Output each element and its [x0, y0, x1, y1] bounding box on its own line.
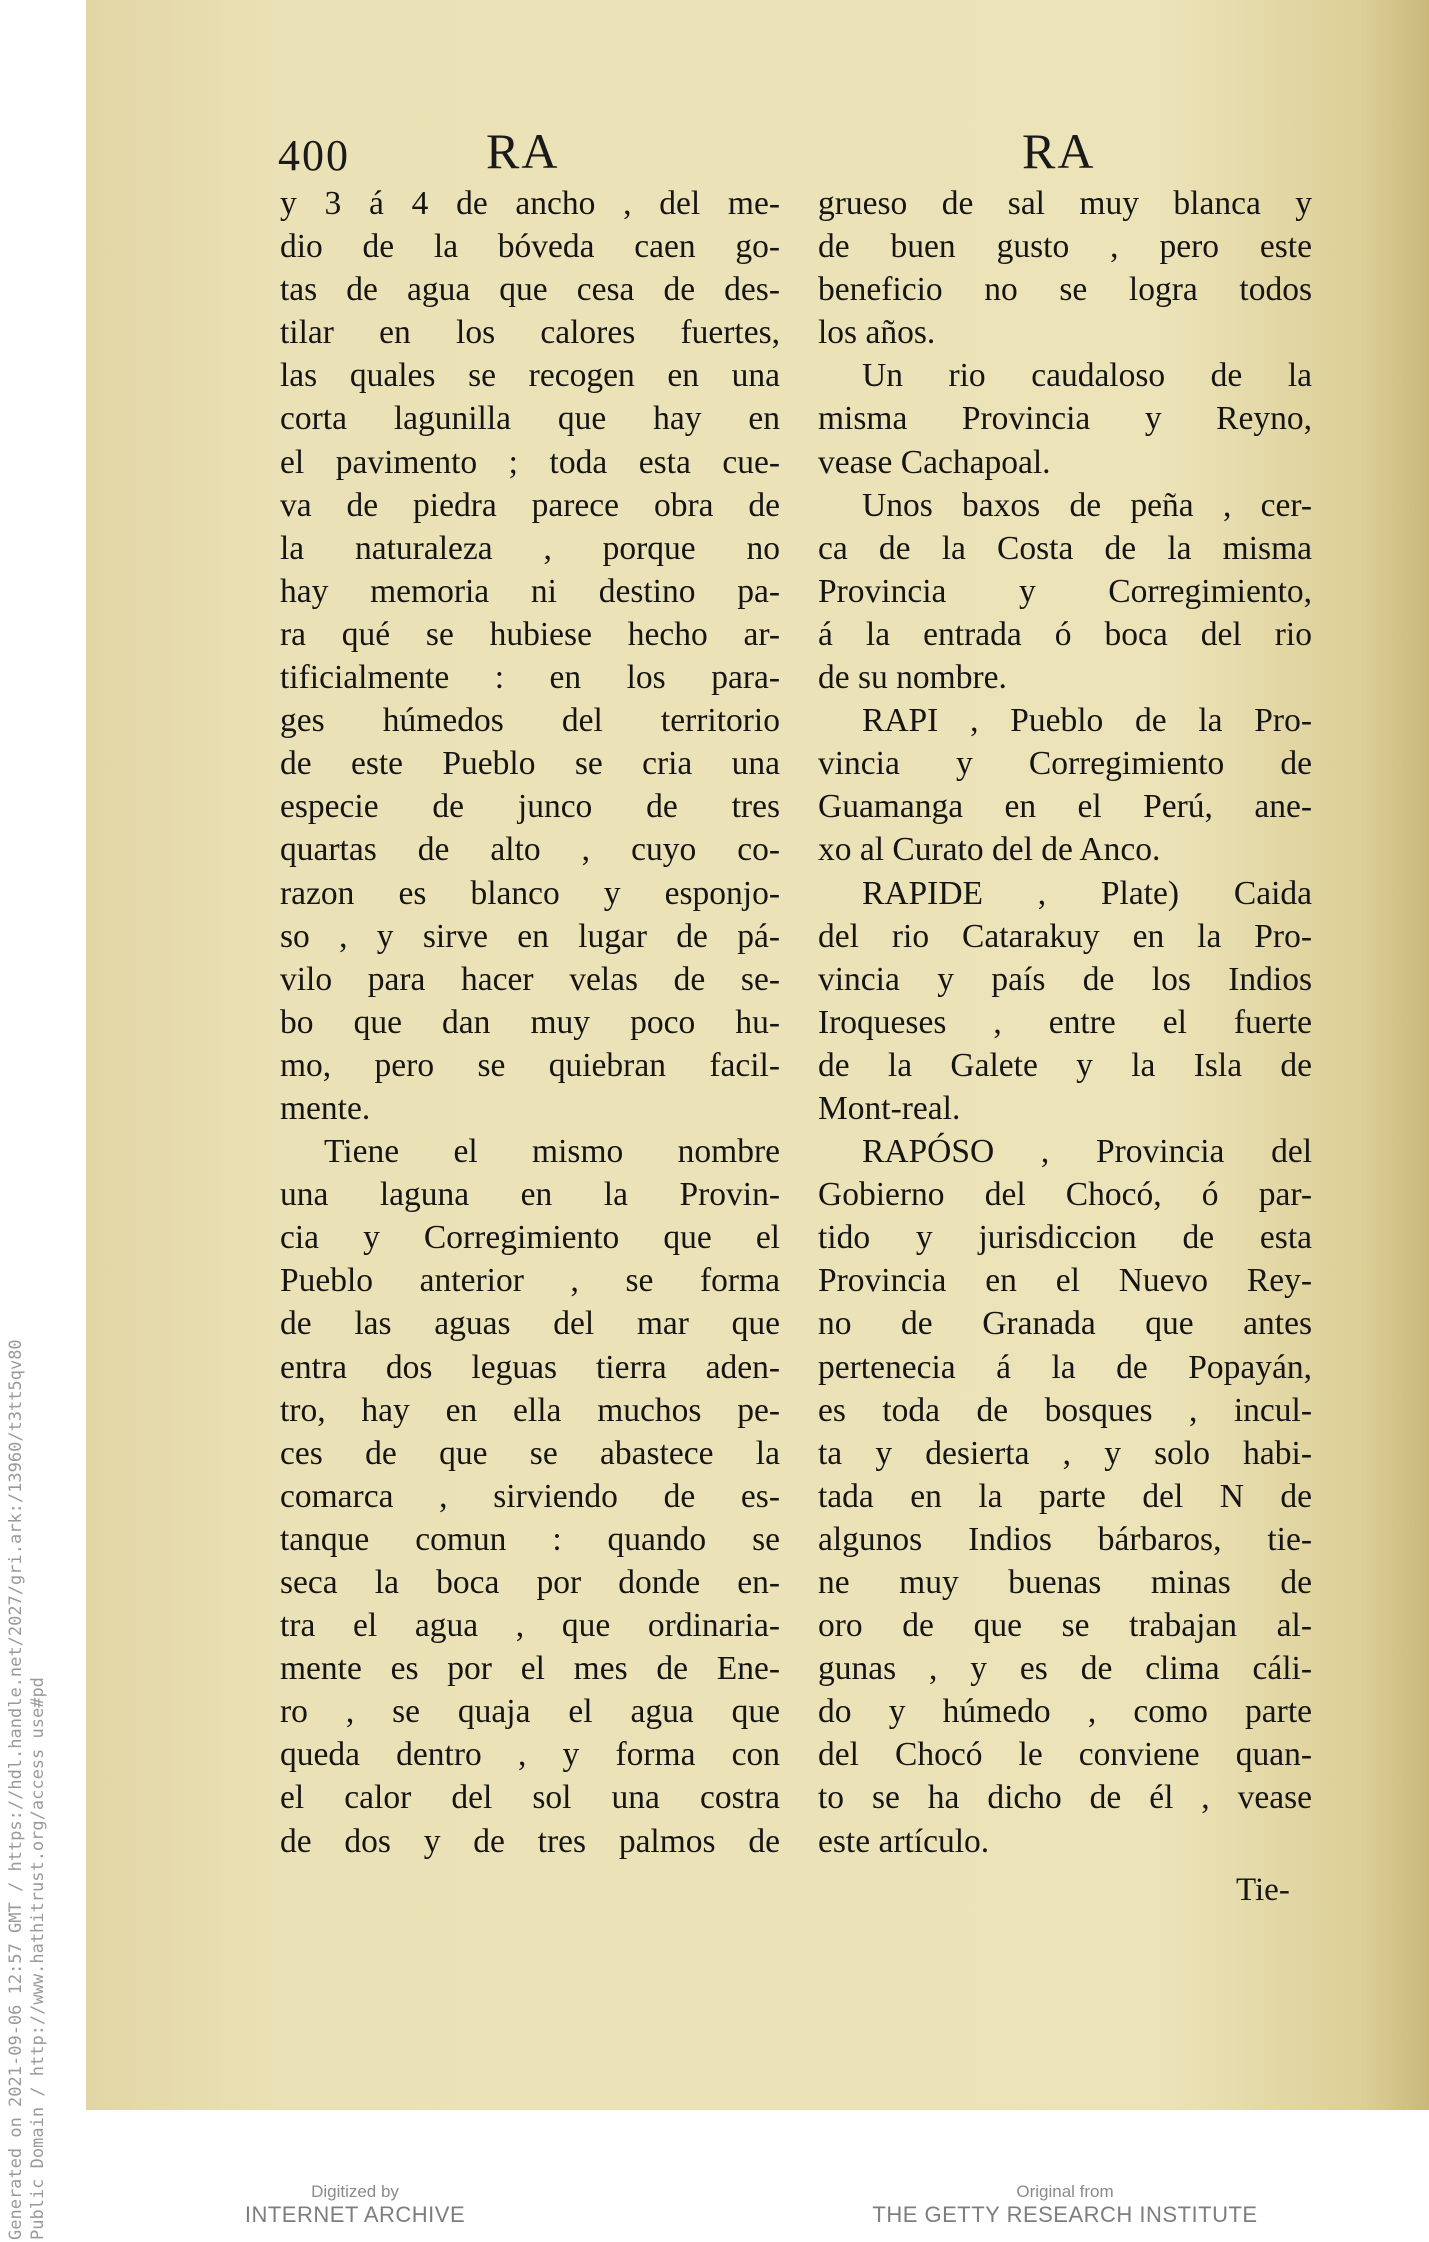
text-line: vease Cachapoal. — [818, 443, 1051, 481]
access-watermark — [0, 1100, 60, 2240]
text-line: xo al Curato del de Anco. — [818, 831, 1161, 869]
original-from-credit — [860, 2182, 1270, 2228]
text-line: Mont-real. — [818, 1089, 961, 1127]
text-line: mente es por el mes de Ene- — [280, 1650, 780, 1688]
text-line: razon es blanco y esponjo- — [280, 874, 780, 912]
text-line: Iroqueses , entre el fuerte — [818, 1003, 1312, 1041]
text-line: ces de que se abastece la — [280, 1434, 780, 1472]
text-line: tro, hay en ella muchos pe- — [280, 1391, 780, 1429]
text-line: queda dentro , y forma con — [280, 1736, 780, 1774]
running-head-right: RA — [1022, 123, 1096, 179]
text-line: tanque comun : quando se — [280, 1520, 780, 1558]
text-line: vilo para hacer velas de se- — [280, 960, 780, 998]
text-line: este artículo. — [818, 1822, 990, 1860]
text-line: á la entrada ó boca del rio — [818, 615, 1312, 653]
digitized-by-label: Digitized by — [311, 2182, 399, 2201]
text-line: Provincia y Corregimiento, — [818, 572, 1312, 610]
text-line: especie de junco de tres — [280, 788, 780, 826]
page-number: 400 — [278, 131, 350, 180]
text-line: Provincia en el Nuevo Rey- — [818, 1262, 1312, 1300]
text-line: bo que dan muy poco hu- — [280, 1003, 780, 1041]
text-line: la naturaleza , porque no — [280, 529, 780, 567]
text-line: RAPI , Pueblo de la Pro- — [862, 702, 1312, 740]
digitized-by-credit — [230, 2182, 480, 2228]
text-line: vincia y país de los Indios — [818, 960, 1312, 998]
text-line: tra el agua , que ordinaria- — [280, 1607, 780, 1645]
text-line: oro de que se trabajan al- — [818, 1607, 1312, 1645]
text-line: los años. — [818, 314, 936, 352]
text-line: y 3 á 4 de ancho , del me- — [280, 185, 780, 222]
text-line: del rio Catarakuy en la Pro- — [818, 917, 1312, 955]
text-line: ro , se quaja el agua que — [280, 1693, 780, 1731]
left-text-column — [280, 182, 780, 1863]
text-line: Pueblo anterior , se forma — [280, 1262, 780, 1300]
text-line: grueso de sal muy blanca y — [818, 185, 1312, 222]
text-line: entra dos leguas tierra aden- — [280, 1348, 780, 1386]
text-line: algunos Indios bárbaros, tie- — [818, 1520, 1312, 1558]
running-head-left: RA — [486, 123, 560, 179]
text-line: quartas de alto , cuyo co- — [280, 831, 780, 869]
text-line: es toda de bosques , incul- — [818, 1391, 1312, 1429]
text-line: de buen gusto , pero este — [818, 228, 1312, 266]
text-line: de su nombre. — [818, 659, 1007, 697]
text-line: las quales se recogen en una — [280, 357, 780, 395]
text-line: RAPIDE , Plate) Caida — [862, 874, 1312, 912]
text-line: Unos baxos de peña , cer- — [862, 486, 1312, 524]
text-line: de este Pueblo se cria una — [280, 745, 780, 783]
text-line: Guamanga en el Perú, ane- — [818, 788, 1312, 826]
text-line: ra qué se hubiese hecho ar- — [280, 615, 780, 653]
text-line: Gobierno del Chocó, ó par- — [818, 1176, 1312, 1214]
internet-archive-label: INTERNET ARCHIVE — [244, 2202, 466, 2227]
text-line: so , y sirve en lugar de pá- — [280, 917, 780, 955]
text-line: mo, pero se quiebran facil- — [280, 1046, 780, 1084]
text-line: Tiene el mismo nombre — [324, 1133, 780, 1171]
text-line: del Chocó le conviene quan- — [818, 1736, 1312, 1774]
text-line: corta lagunilla que hay en — [280, 400, 780, 438]
watermark-line-license: Public Domain / http://www.hathitrust.org/access use#pd — [28, 1677, 48, 2240]
text-line: do y húmedo , como parte — [818, 1693, 1312, 1731]
text-line: Un rio caudaloso de la — [862, 357, 1312, 395]
text-line: de la Galete y la Isla de — [818, 1046, 1312, 1084]
text-line: comarca , sirviendo de es- — [280, 1477, 780, 1515]
getty-institute-label: THE GETTY RESEARCH INSTITUTE — [872, 2202, 1258, 2227]
text-line: ne muy buenas minas de — [818, 1564, 1312, 1601]
text-line: gunas , y es de clima cáli- — [818, 1650, 1312, 1688]
watermark-line-generated: Generated on 2021-09-06 12:57 GMT / https://hdl.handle.net/2027/gri.ark:/13960/t3tt5qv80 — [6, 1339, 26, 2240]
text-line: pertenecia á la de Popayán, — [818, 1348, 1312, 1386]
text-line: dio de la bóveda caen go- — [280, 228, 780, 266]
text-line: beneficio no se logra todos — [818, 271, 1312, 309]
text-line: tificialmente : en los para- — [280, 659, 780, 697]
text-line: mente. — [280, 1089, 371, 1127]
original-from-label: Original from — [1016, 2182, 1114, 2201]
text-line: ca de la Costa de la misma — [818, 529, 1312, 567]
text-line: tas de agua que cesa de des- — [280, 271, 780, 309]
catchword: Tie- — [1236, 1872, 1290, 1908]
text-line: vincia y Corregimiento de — [818, 745, 1312, 783]
text-line: to se ha dicho de él , vease — [818, 1779, 1312, 1817]
text-line: una laguna en la Provin- — [280, 1176, 780, 1214]
text-line: ges húmedos del territorio — [280, 702, 780, 740]
text-line: de dos y de tres palmos de — [280, 1822, 780, 1860]
text-line: RAPÓSO , Provincia del — [862, 1133, 1312, 1171]
text-line: no de Granada que antes — [818, 1305, 1312, 1343]
text-line: cia y Corregimiento que el — [280, 1219, 780, 1257]
text-line: tido y jurisdiccion de esta — [818, 1219, 1312, 1257]
text-line: tada en la parte del N de — [818, 1477, 1312, 1515]
text-line: va de piedra parece obra de — [280, 486, 780, 524]
text-line: el calor del sol una costra — [280, 1779, 780, 1817]
right-text-column — [818, 182, 1312, 1863]
text-line: tilar en los calores fuertes, — [280, 314, 780, 352]
text-line: de las aguas del mar que — [280, 1305, 780, 1343]
text-line: hay memoria ni destino pa- — [280, 572, 780, 610]
text-line: seca la boca por donde en- — [280, 1564, 780, 1601]
text-line: misma Provincia y Reyno, — [818, 400, 1312, 438]
text-line: ta y desierta , y solo habi- — [818, 1434, 1312, 1472]
text-line: el pavimento ; toda esta cue- — [280, 443, 780, 481]
